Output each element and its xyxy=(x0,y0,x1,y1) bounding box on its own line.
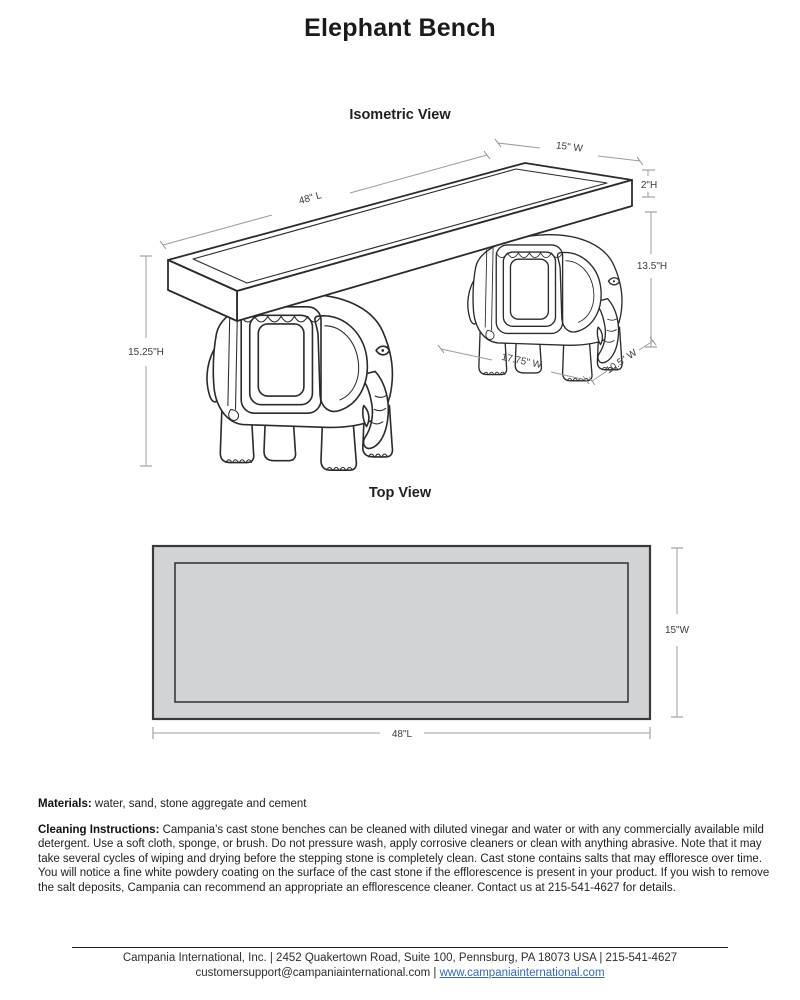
top-view-slab xyxy=(153,546,650,719)
top-view-drawing xyxy=(0,530,800,760)
cleaning-text: Campania’s cast stone benches can be cleaned with diluted vinegar and water or with any commercially available mild detergent. Use a soft cloth, sponge, or brush. Do not pressure wash, apply corrosive cleaners or clean with anything abrasive. Note that it may take several cycles of wiping and drying before the stepping stone is completely clean. Cast stone contains salts that may effloresce over time. You will notice a fine white powdery coating on the surface of the cast stone if the efflorescence is present in your product. If you wish to remove the salt deposits, Campania can recommend an appropriate an efflorescence cleaner. Contact us at 215-541-4627 for details. xyxy=(38,824,770,894)
footer-website-link[interactable]: www.campaniainternational.com xyxy=(439,967,605,979)
dim-label-base-width: 10.5" W xyxy=(603,347,640,377)
dim-label-base-length: 17.75" W xyxy=(500,351,543,372)
materials-text: water, sand, stone aggregate and cement xyxy=(91,798,307,810)
elephant-leg-right xyxy=(468,235,622,381)
dim-label-slab-height: 2"H xyxy=(640,180,658,191)
page-title: Elephant Bench xyxy=(304,14,496,42)
dim-label-topview-width: 15"W xyxy=(664,625,690,636)
materials-paragraph xyxy=(38,797,770,811)
cleaning-label: Cleaning Instructions: xyxy=(38,824,160,836)
dim-label-width: 15" W xyxy=(555,140,584,155)
footer-divider xyxy=(72,947,728,948)
dim-label-overall-height: 15.25"H xyxy=(128,347,164,358)
isometric-view-heading: Isometric View xyxy=(349,107,451,123)
footer-address-line: Campania International, Inc. | 2452 Quakertown Road, Suite 100, Pennsburg, PA 18073 USA | 215-541-4627 xyxy=(122,952,678,964)
footer-email: customersupport@campaniainternational.com xyxy=(195,967,431,979)
dim-label-topview-length: 48"L xyxy=(391,729,413,740)
dim-label-elephant-height: 13.5"H xyxy=(636,261,668,272)
materials-label: Materials: xyxy=(38,798,92,810)
top-view-heading: Top View xyxy=(368,485,432,501)
footer-separator: | xyxy=(430,967,440,979)
footer-contact-line xyxy=(0,967,800,979)
cleaning-instructions-paragraph xyxy=(38,823,770,895)
dim-label-length: 48" L xyxy=(297,190,323,207)
isometric-drawing xyxy=(0,130,800,490)
